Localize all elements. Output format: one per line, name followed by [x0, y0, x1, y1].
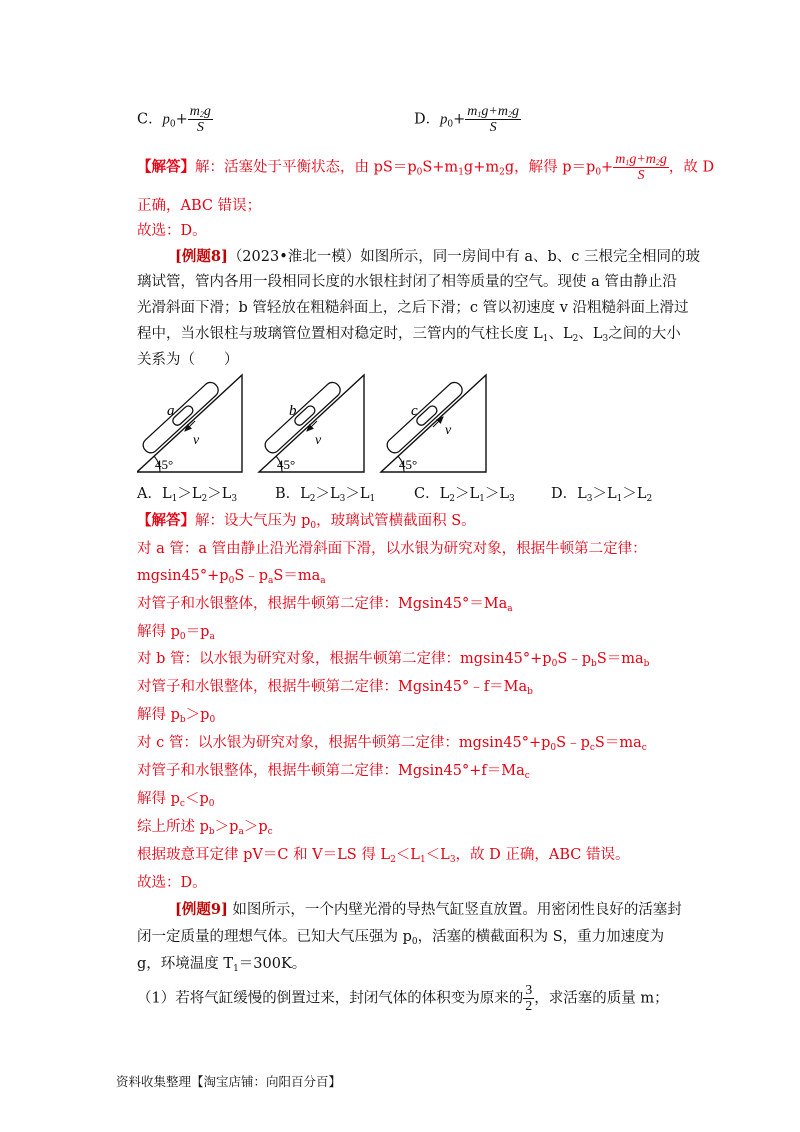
answer-8-line-12: 根据玻意耳定律 pV＝C 和 V＝LS 得 $L_2<L_1<L_3$，故 D 正确，ABC 错误。: [137, 847, 630, 865]
answer-8-line-2: $mgsin45^\circ+p_0S﹣p_aS=ma_a$: [137, 568, 326, 586]
fraction: $\frac{m_1g+m_2g}{S}$: [615, 152, 667, 183]
answer-8-line-9: 对管子和水银整体，根据牛顿第二定律：$Mgsin45^\circ+f=Ma_c$: [137, 763, 530, 781]
answer-8-line-10: 解得 $p_c<p_0$: [137, 791, 215, 809]
tube-label: a: [167, 403, 175, 419]
incline-figure-a: [137, 375, 242, 472]
example-8-line-5: 关系为（ ）: [137, 352, 239, 368]
option-a: A．$L_1>L_2>L_3$: [137, 486, 238, 504]
answer-8-line-7: 解得 $p_b>p_0$: [137, 707, 216, 725]
answer-8-line-6: 对管子和水银整体，根据牛顿第二定律：$Mgsin45^\circ﹣f=Ma_b$: [137, 679, 533, 697]
answer-8-line-1: 对 a 管：a 管由静止沿光滑斜面下滑，以水银为研究对象，根据牛顿第二定律：: [137, 541, 647, 557]
incline-figure-b: [259, 375, 364, 472]
example-9-question-1: （1）若将气缸缓慢的倒置过来，封闭气体的体积变为原来的 $\frac{3}{2}$ ，求活塞的质量 m；: [137, 983, 669, 1014]
answer-8-line-8: 对 c 管：以水银为研究对象，根据牛顿第二定律：$mgsin45^\circ+p_0S﹣p_cS=ma_c$: [137, 735, 647, 753]
answer-7-line-2: 正确，ABC 错误；: [137, 198, 262, 214]
example-9-line-3: g，环境温度 $T_1=300K$。: [137, 956, 307, 974]
answer-8-line-11: 综上所述 $p_b>p_a>p_c$: [137, 819, 273, 837]
answer-tag: 【解答】: [137, 512, 195, 529]
answer-7-line-1: 【解答】解：活塞处于平衡状态，由 $pS=p_0S+m_1g+m_2g$，解得 $p=p_0+$ $\frac{m_1g+m_2g}{S}$ ，故 D: [137, 152, 715, 183]
example-9-line-2: 闭一定质量的理想气体。已知大气压强为 $p_0$，活塞的横截面积为 S，重力加速度为: [137, 929, 665, 947]
example-8-line-3: 光滑斜面下滑；b 管轻放在粗糙斜面上，之后下滑；c 管以初速度 v 沿粗糙斜面上滑过: [137, 300, 689, 316]
tube-label: c: [411, 403, 418, 419]
fraction: $\frac{m_1g+m_2g}{S}$: [467, 104, 519, 135]
example-8-line-1: [例题8]（2023•淮北一模）如图所示，同一房间中有 a、b、c 三根完全相同的玻: [175, 248, 701, 265]
velocity-label: v: [445, 423, 452, 438]
option-b: B．$L_2>L_3>L_1$: [275, 486, 376, 504]
option-c: C．$p_0+$ $\frac{m_2g}{S}$: [137, 104, 211, 135]
answer-7-choice: 故选：D。: [137, 223, 207, 239]
answer-8-line-5: 对 b 管：以水银为研究对象，根据牛顿第二定律：$mgsin45^\circ+p_0S﹣p_bS=ma_b$: [137, 651, 650, 669]
answer-8-choice: 故选：D。: [137, 875, 207, 891]
velocity-label: v: [315, 433, 322, 448]
velocity-label: v: [193, 433, 200, 448]
footer: 资料收集整理【淘宝店铺：向阳百分百】: [116, 1074, 342, 1089]
fraction: $\frac{3}{2}$: [525, 983, 533, 1014]
angle-label: 45°: [399, 457, 418, 472]
option-d-2: D．$L_3>L_1>L_2$: [551, 486, 653, 504]
answer-tag: 【解答】: [137, 158, 195, 176]
incline-figures: [137, 370, 637, 476]
answer-8-line-3: 对管子和水银整体，根据牛顿第二定律：$Mgsin45^\circ=Ma_a$: [137, 596, 513, 614]
option-c-2: C．$L_2>L_1>L_3$: [414, 486, 515, 504]
fraction: $\frac{m_2g}{S}$: [189, 104, 211, 135]
answer-8-line-0: 【解答】解：设大气压为 $p_0$，玻璃试管横截面积 S。: [137, 512, 476, 531]
angle-label: 45°: [155, 457, 174, 472]
option-d: D．$p_0+$ $\frac{m_1g+m_2g}{S}$: [414, 104, 519, 135]
example-8-line-2: 璃试管，管内各用一段相同长度的水银柱封闭了相等质量的空气。现使 a 管由静止沿: [137, 274, 677, 290]
example-tag: [例题8]: [175, 248, 228, 265]
incline-figure-c: [381, 375, 486, 472]
example-9-line-1: [例题9] 如图所示，一个内壁光滑的导热气缸竖直放置。用密闭性良好的活塞封: [175, 901, 682, 918]
tube-label: b: [289, 403, 297, 419]
answer-8-line-4: 解得 $p_0=p_a$: [137, 624, 215, 642]
angle-label: 45°: [277, 457, 296, 472]
example-tag: [例题9]: [175, 901, 228, 918]
example-8-line-4: 程中，当水银柱与玻璃管位置相对稳定时，三管内的气柱长度 $L_1$、$L_2$、$L_3$之间的大小: [137, 326, 681, 344]
